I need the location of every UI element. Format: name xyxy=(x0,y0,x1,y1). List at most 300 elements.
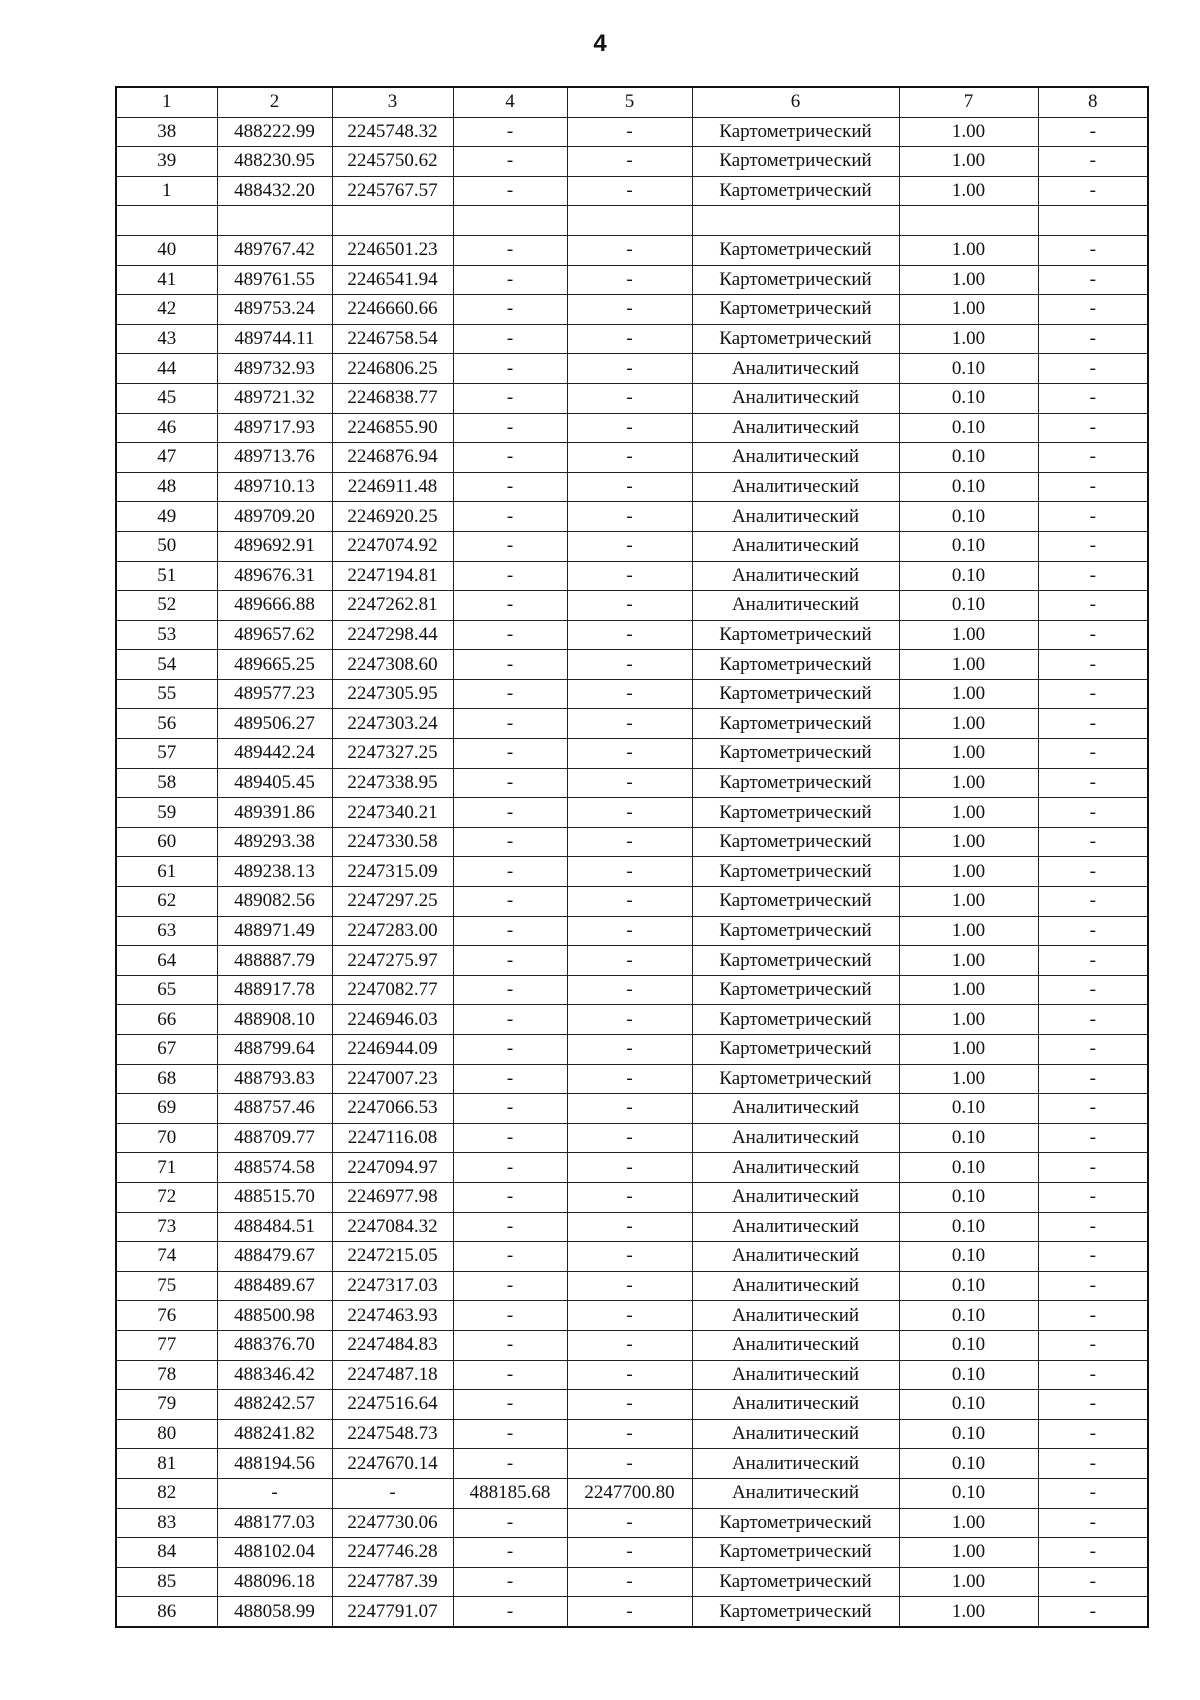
accuracy-cell: 0.10 xyxy=(899,1153,1038,1183)
x-new-coordinate-cell: - xyxy=(453,147,567,177)
y-new-coordinate-cell: - xyxy=(567,383,692,413)
x-new-coordinate-cell: - xyxy=(453,1330,567,1360)
y-new-coordinate-cell: - xyxy=(567,1035,692,1065)
note-cell: - xyxy=(1038,709,1148,739)
table-row xyxy=(116,443,1148,473)
y-new-coordinate-cell: - xyxy=(567,887,692,917)
y-coordinate-cell: 2247262.81 xyxy=(332,591,453,621)
point-number-cell: 41 xyxy=(116,265,217,295)
method-cell: Аналитический xyxy=(692,1330,899,1360)
y-coordinate-cell: 2247484.83 xyxy=(332,1330,453,1360)
x-new-coordinate-cell: - xyxy=(453,827,567,857)
method-cell: Аналитический xyxy=(692,1419,899,1449)
x-new-coordinate-cell: - xyxy=(453,176,567,206)
x-coordinate-cell: 489082.56 xyxy=(217,887,332,917)
accuracy-cell: 1.00 xyxy=(899,620,1038,650)
method-cell: Аналитический xyxy=(692,1390,899,1420)
table-row xyxy=(116,709,1148,739)
method-cell: Аналитический xyxy=(692,1478,899,1508)
y-coordinate-cell: 2247317.03 xyxy=(332,1271,453,1301)
table-row xyxy=(116,887,1148,917)
point-number-cell: 60 xyxy=(116,827,217,857)
method-cell: Аналитический xyxy=(692,1271,899,1301)
y-coordinate-cell: 2247082.77 xyxy=(332,975,453,1005)
y-coordinate-cell: 2247275.97 xyxy=(332,946,453,976)
y-coordinate-cell: 2247074.92 xyxy=(332,531,453,561)
y-new-coordinate-cell: - xyxy=(567,857,692,887)
y-new-coordinate-cell: - xyxy=(567,975,692,1005)
point-number-cell: 85 xyxy=(116,1567,217,1597)
table-row xyxy=(116,354,1148,384)
method-cell: Картометрический xyxy=(692,620,899,650)
y-coordinate-cell: 2247548.73 xyxy=(332,1419,453,1449)
x-new-coordinate-cell: - xyxy=(453,946,567,976)
x-coordinate-cell: 489442.24 xyxy=(217,739,332,769)
x-new-coordinate-cell: - xyxy=(453,1212,567,1242)
note-cell: - xyxy=(1038,591,1148,621)
y-new-coordinate-cell xyxy=(567,206,692,236)
x-coordinate-cell: 489761.55 xyxy=(217,265,332,295)
note-cell: - xyxy=(1038,1508,1148,1538)
method-cell: Картометрический xyxy=(692,265,899,295)
y-new-coordinate-cell: - xyxy=(567,1123,692,1153)
y-coordinate-cell: 2247327.25 xyxy=(332,739,453,769)
method-cell: Картометрический xyxy=(692,324,899,354)
x-new-coordinate-cell: - xyxy=(453,1271,567,1301)
accuracy-cell: 1.00 xyxy=(899,946,1038,976)
point-number-cell: 77 xyxy=(116,1330,217,1360)
point-number-cell: 84 xyxy=(116,1538,217,1568)
x-new-coordinate-cell: - xyxy=(453,620,567,650)
x-coordinate-cell: 488515.70 xyxy=(217,1182,332,1212)
y-coordinate-cell: 2247283.00 xyxy=(332,916,453,946)
table-row xyxy=(116,591,1148,621)
accuracy-cell: 1.00 xyxy=(899,1538,1038,1568)
x-coordinate-cell: 488432.20 xyxy=(217,176,332,206)
x-coordinate-cell: 489391.86 xyxy=(217,798,332,828)
note-cell: - xyxy=(1038,176,1148,206)
method-cell: Картометрический xyxy=(692,650,899,680)
accuracy-cell: 1.00 xyxy=(899,295,1038,325)
x-new-coordinate-cell: - xyxy=(453,1597,567,1627)
accuracy-cell: 0.10 xyxy=(899,1242,1038,1272)
table-row xyxy=(116,324,1148,354)
x-coordinate-cell: 488799.64 xyxy=(217,1035,332,1065)
method-cell: Картометрический xyxy=(692,768,899,798)
y-coordinate-cell: 2247308.60 xyxy=(332,650,453,680)
method-cell: Картометрический xyxy=(692,295,899,325)
note-cell: - xyxy=(1038,916,1148,946)
method-cell: Картометрический xyxy=(692,1005,899,1035)
point-number-cell: 80 xyxy=(116,1419,217,1449)
note-cell: - xyxy=(1038,1449,1148,1479)
y-coordinate-cell: 2245767.57 xyxy=(332,176,453,206)
table-row xyxy=(116,147,1148,177)
x-new-coordinate-cell: - xyxy=(453,1035,567,1065)
x-coordinate-cell: 489692.91 xyxy=(217,531,332,561)
point-number-cell: 79 xyxy=(116,1390,217,1420)
y-new-coordinate-cell: - xyxy=(567,1064,692,1094)
point-number-cell: 1 xyxy=(116,176,217,206)
accuracy-cell: 0.10 xyxy=(899,383,1038,413)
column-header: 6 xyxy=(692,87,899,117)
method-cell: Аналитический xyxy=(692,1242,899,1272)
x-coordinate-cell: 489666.88 xyxy=(217,591,332,621)
point-number-cell: 69 xyxy=(116,1094,217,1124)
method-cell: Картометрический xyxy=(692,739,899,769)
note-cell: - xyxy=(1038,1005,1148,1035)
x-coordinate-cell: 488574.58 xyxy=(217,1153,332,1183)
y-coordinate-cell: 2247303.24 xyxy=(332,709,453,739)
method-cell: Аналитический xyxy=(692,1182,899,1212)
x-new-coordinate-cell: - xyxy=(453,1242,567,1272)
x-coordinate-cell: 489710.13 xyxy=(217,472,332,502)
x-new-coordinate-cell: - xyxy=(453,1449,567,1479)
y-coordinate-cell: 2247516.64 xyxy=(332,1390,453,1420)
column-header: 7 xyxy=(899,87,1038,117)
accuracy-cell: 0.10 xyxy=(899,1330,1038,1360)
y-new-coordinate-cell: - xyxy=(567,1212,692,1242)
note-cell: - xyxy=(1038,946,1148,976)
x-coordinate-cell: 488177.03 xyxy=(217,1508,332,1538)
point-number-cell: 53 xyxy=(116,620,217,650)
x-new-coordinate-cell: - xyxy=(453,324,567,354)
column-header: 5 xyxy=(567,87,692,117)
accuracy-cell: 0.10 xyxy=(899,354,1038,384)
y-new-coordinate-cell: - xyxy=(567,1301,692,1331)
table-row xyxy=(116,1123,1148,1153)
point-number-cell: 72 xyxy=(116,1182,217,1212)
x-new-coordinate-cell: - xyxy=(453,1508,567,1538)
accuracy-cell: 1.00 xyxy=(899,768,1038,798)
method-cell: Аналитический xyxy=(692,1094,899,1124)
x-new-coordinate-cell: - xyxy=(453,1360,567,1390)
point-number-cell: 42 xyxy=(116,295,217,325)
point-number-cell: 54 xyxy=(116,650,217,680)
method-cell: Картометрический xyxy=(692,1035,899,1065)
table-row xyxy=(116,1242,1148,1272)
point-number-cell: 52 xyxy=(116,591,217,621)
table-row xyxy=(116,739,1148,769)
table-row xyxy=(116,768,1148,798)
x-new-coordinate-cell: - xyxy=(453,916,567,946)
x-coordinate-cell: 489767.42 xyxy=(217,235,332,265)
y-coordinate-cell: - xyxy=(332,1478,453,1508)
table-row xyxy=(116,117,1148,147)
accuracy-cell: 1.00 xyxy=(899,147,1038,177)
y-coordinate-cell: 2247305.95 xyxy=(332,679,453,709)
y-new-coordinate-cell: - xyxy=(567,650,692,680)
table-row xyxy=(116,531,1148,561)
method-cell: Аналитический xyxy=(692,1153,899,1183)
method-cell: Картометрический xyxy=(692,235,899,265)
x-new-coordinate-cell: 488185.68 xyxy=(453,1478,567,1508)
table-row xyxy=(116,1212,1148,1242)
table-row xyxy=(116,1567,1148,1597)
y-new-coordinate-cell: - xyxy=(567,591,692,621)
method-cell: Картометрический xyxy=(692,946,899,976)
method-cell: Картометрический xyxy=(692,176,899,206)
note-cell: - xyxy=(1038,1538,1148,1568)
x-coordinate-cell: 489665.25 xyxy=(217,650,332,680)
table-row xyxy=(116,827,1148,857)
y-coordinate-cell: 2245748.32 xyxy=(332,117,453,147)
x-coordinate-cell: 488058.99 xyxy=(217,1597,332,1627)
method-cell: Аналитический xyxy=(692,1212,899,1242)
y-new-coordinate-cell: - xyxy=(567,739,692,769)
note-cell: - xyxy=(1038,1567,1148,1597)
x-new-coordinate-cell: - xyxy=(453,1064,567,1094)
method-cell: Аналитический xyxy=(692,561,899,591)
accuracy-cell: 1.00 xyxy=(899,975,1038,1005)
point-number-cell: 43 xyxy=(116,324,217,354)
x-coordinate-cell: 489732.93 xyxy=(217,354,332,384)
x-new-coordinate-cell: - xyxy=(453,472,567,502)
y-coordinate-cell: 2246660.66 xyxy=(332,295,453,325)
accuracy-cell: 0.10 xyxy=(899,472,1038,502)
x-new-coordinate-cell: - xyxy=(453,413,567,443)
y-coordinate-cell: 2247730.06 xyxy=(332,1508,453,1538)
x-coordinate-cell: 488887.79 xyxy=(217,946,332,976)
y-new-coordinate-cell: - xyxy=(567,354,692,384)
x-coordinate-cell: 489577.23 xyxy=(217,679,332,709)
table-row xyxy=(116,1153,1148,1183)
y-new-coordinate-cell: - xyxy=(567,1271,692,1301)
x-coordinate-cell: 489709.20 xyxy=(217,502,332,532)
x-coordinate-cell: 488971.49 xyxy=(217,916,332,946)
y-coordinate-cell: 2246855.90 xyxy=(332,413,453,443)
x-new-coordinate-cell: - xyxy=(453,768,567,798)
y-new-coordinate-cell: - xyxy=(567,827,692,857)
x-new-coordinate-cell: - xyxy=(453,1390,567,1420)
y-new-coordinate-cell: - xyxy=(567,1449,692,1479)
point-number-cell: 78 xyxy=(116,1360,217,1390)
note-cell: - xyxy=(1038,235,1148,265)
note-cell: - xyxy=(1038,1035,1148,1065)
accuracy-cell: 1.00 xyxy=(899,887,1038,917)
accuracy-cell: 0.10 xyxy=(899,591,1038,621)
y-new-coordinate-cell: - xyxy=(567,1182,692,1212)
table-row xyxy=(116,206,1148,236)
y-new-coordinate-cell: - xyxy=(567,295,692,325)
x-new-coordinate-cell: - xyxy=(453,739,567,769)
note-cell: - xyxy=(1038,383,1148,413)
y-new-coordinate-cell: - xyxy=(567,1242,692,1272)
x-new-coordinate-cell: - xyxy=(453,650,567,680)
point-number-cell: 39 xyxy=(116,147,217,177)
x-new-coordinate-cell: - xyxy=(453,235,567,265)
y-coordinate-cell: 2247007.23 xyxy=(332,1064,453,1094)
accuracy-cell: 0.10 xyxy=(899,531,1038,561)
x-coordinate-cell: 489753.24 xyxy=(217,295,332,325)
point-number-cell: 83 xyxy=(116,1508,217,1538)
table-row xyxy=(116,1360,1148,1390)
y-new-coordinate-cell: - xyxy=(567,147,692,177)
note-cell: - xyxy=(1038,887,1148,917)
accuracy-cell: 1.00 xyxy=(899,1005,1038,1035)
accuracy-cell: 1.00 xyxy=(899,324,1038,354)
table-row xyxy=(116,798,1148,828)
y-coordinate-cell: 2245750.62 xyxy=(332,147,453,177)
table-row xyxy=(116,1182,1148,1212)
y-new-coordinate-cell: - xyxy=(567,1360,692,1390)
y-new-coordinate-cell: - xyxy=(567,1390,692,1420)
x-coordinate-cell: 489293.38 xyxy=(217,827,332,857)
y-new-coordinate-cell: - xyxy=(567,1153,692,1183)
point-number-cell: 82 xyxy=(116,1478,217,1508)
point-number-cell: 68 xyxy=(116,1064,217,1094)
point-number-cell: 71 xyxy=(116,1153,217,1183)
y-coordinate-cell: 2246501.23 xyxy=(332,235,453,265)
accuracy-cell: 1.00 xyxy=(899,679,1038,709)
note-cell: - xyxy=(1038,502,1148,532)
y-new-coordinate-cell: - xyxy=(567,1330,692,1360)
y-coordinate-cell: 2246806.25 xyxy=(332,354,453,384)
y-coordinate-cell: 2247066.53 xyxy=(332,1094,453,1124)
accuracy-cell xyxy=(899,206,1038,236)
accuracy-cell: 0.10 xyxy=(899,413,1038,443)
note-cell: - xyxy=(1038,1478,1148,1508)
x-new-coordinate-cell: - xyxy=(453,1567,567,1597)
x-coordinate-cell: 489744.11 xyxy=(217,324,332,354)
y-new-coordinate-cell: - xyxy=(567,443,692,473)
y-new-coordinate-cell: - xyxy=(567,768,692,798)
y-new-coordinate-cell: - xyxy=(567,798,692,828)
note-cell: - xyxy=(1038,650,1148,680)
accuracy-cell: 1.00 xyxy=(899,235,1038,265)
note-cell: - xyxy=(1038,443,1148,473)
y-new-coordinate-cell: - xyxy=(567,946,692,976)
x-new-coordinate-cell: - xyxy=(453,1123,567,1153)
note-cell: - xyxy=(1038,1094,1148,1124)
accuracy-cell: 0.10 xyxy=(899,1123,1038,1153)
method-cell: Картометрический xyxy=(692,679,899,709)
method-cell: Картометрический xyxy=(692,1538,899,1568)
point-number-cell: 74 xyxy=(116,1242,217,1272)
point-number-cell: 58 xyxy=(116,768,217,798)
x-coordinate-cell: 489405.45 xyxy=(217,768,332,798)
page-number: 4 xyxy=(593,30,607,57)
x-coordinate-cell: 488757.46 xyxy=(217,1094,332,1124)
note-cell: - xyxy=(1038,620,1148,650)
x-new-coordinate-cell: - xyxy=(453,1538,567,1568)
column-header: 4 xyxy=(453,87,567,117)
accuracy-cell: 0.10 xyxy=(899,502,1038,532)
note-cell: - xyxy=(1038,1153,1148,1183)
column-header: 8 xyxy=(1038,87,1148,117)
x-coordinate-cell: 489713.76 xyxy=(217,443,332,473)
note-cell: - xyxy=(1038,531,1148,561)
method-cell: Картометрический xyxy=(692,916,899,946)
accuracy-cell: 0.10 xyxy=(899,1360,1038,1390)
note-cell: - xyxy=(1038,679,1148,709)
accuracy-cell: 1.00 xyxy=(899,1567,1038,1597)
point-number-cell: 44 xyxy=(116,354,217,384)
point-number-cell: 45 xyxy=(116,383,217,413)
table-row xyxy=(116,975,1148,1005)
point-number-cell: 38 xyxy=(116,117,217,147)
x-new-coordinate-cell: - xyxy=(453,117,567,147)
y-coordinate-cell: 2247215.05 xyxy=(332,1242,453,1272)
y-coordinate-cell: 2246838.77 xyxy=(332,383,453,413)
y-coordinate-cell: 2247670.14 xyxy=(332,1449,453,1479)
note-cell: - xyxy=(1038,1182,1148,1212)
table-row xyxy=(116,1478,1148,1508)
note-cell: - xyxy=(1038,147,1148,177)
point-number-cell xyxy=(116,206,217,236)
accuracy-cell: 0.10 xyxy=(899,1094,1038,1124)
y-new-coordinate-cell: - xyxy=(567,413,692,443)
x-new-coordinate-cell: - xyxy=(453,354,567,384)
method-cell: Картометрический xyxy=(692,857,899,887)
accuracy-cell: 0.10 xyxy=(899,1301,1038,1331)
note-cell xyxy=(1038,206,1148,236)
y-coordinate-cell: 2246946.03 xyxy=(332,1005,453,1035)
method-cell: Аналитический xyxy=(692,531,899,561)
x-new-coordinate-cell: - xyxy=(453,531,567,561)
x-new-coordinate-cell: - xyxy=(453,591,567,621)
accuracy-cell: 1.00 xyxy=(899,857,1038,887)
x-coordinate-cell: 489717.93 xyxy=(217,413,332,443)
table-row xyxy=(116,620,1148,650)
x-new-coordinate-cell: - xyxy=(453,1005,567,1035)
y-new-coordinate-cell: - xyxy=(567,472,692,502)
y-coordinate-cell: 2247315.09 xyxy=(332,857,453,887)
accuracy-cell: 0.10 xyxy=(899,443,1038,473)
point-number-cell: 63 xyxy=(116,916,217,946)
table-row xyxy=(116,1419,1148,1449)
method-cell: Аналитический xyxy=(692,502,899,532)
point-number-cell: 76 xyxy=(116,1301,217,1331)
table-row xyxy=(116,1330,1148,1360)
x-coordinate-cell: 488102.04 xyxy=(217,1538,332,1568)
accuracy-cell: 1.00 xyxy=(899,650,1038,680)
accuracy-cell: 1.00 xyxy=(899,798,1038,828)
y-coordinate-cell: 2247298.44 xyxy=(332,620,453,650)
y-new-coordinate-cell: - xyxy=(567,531,692,561)
accuracy-cell: 1.00 xyxy=(899,1035,1038,1065)
point-number-cell: 40 xyxy=(116,235,217,265)
y-coordinate-cell xyxy=(332,206,453,236)
accuracy-cell: 0.10 xyxy=(899,1390,1038,1420)
method-cell: Картометрический xyxy=(692,709,899,739)
y-coordinate-cell: 2247340.21 xyxy=(332,798,453,828)
accuracy-cell: 0.10 xyxy=(899,1182,1038,1212)
x-coordinate-cell: 488917.78 xyxy=(217,975,332,1005)
accuracy-cell: 1.00 xyxy=(899,827,1038,857)
point-number-cell: 56 xyxy=(116,709,217,739)
accuracy-cell: 0.10 xyxy=(899,1478,1038,1508)
point-number-cell: 66 xyxy=(116,1005,217,1035)
y-coordinate-cell: 2247084.32 xyxy=(332,1212,453,1242)
note-cell: - xyxy=(1038,354,1148,384)
table-row xyxy=(116,1271,1148,1301)
point-number-cell: 49 xyxy=(116,502,217,532)
y-coordinate-cell: 2247746.28 xyxy=(332,1538,453,1568)
y-coordinate-cell: 2247094.97 xyxy=(332,1153,453,1183)
y-new-coordinate-cell: - xyxy=(567,117,692,147)
x-new-coordinate-cell: - xyxy=(453,709,567,739)
y-coordinate-cell: 2247463.93 xyxy=(332,1301,453,1331)
table-row xyxy=(116,413,1148,443)
point-number-cell: 47 xyxy=(116,443,217,473)
x-coordinate-cell xyxy=(217,206,332,236)
note-cell: - xyxy=(1038,1360,1148,1390)
x-new-coordinate-cell: - xyxy=(453,443,567,473)
note-cell: - xyxy=(1038,1064,1148,1094)
y-new-coordinate-cell: - xyxy=(567,235,692,265)
x-new-coordinate-cell: - xyxy=(453,1182,567,1212)
